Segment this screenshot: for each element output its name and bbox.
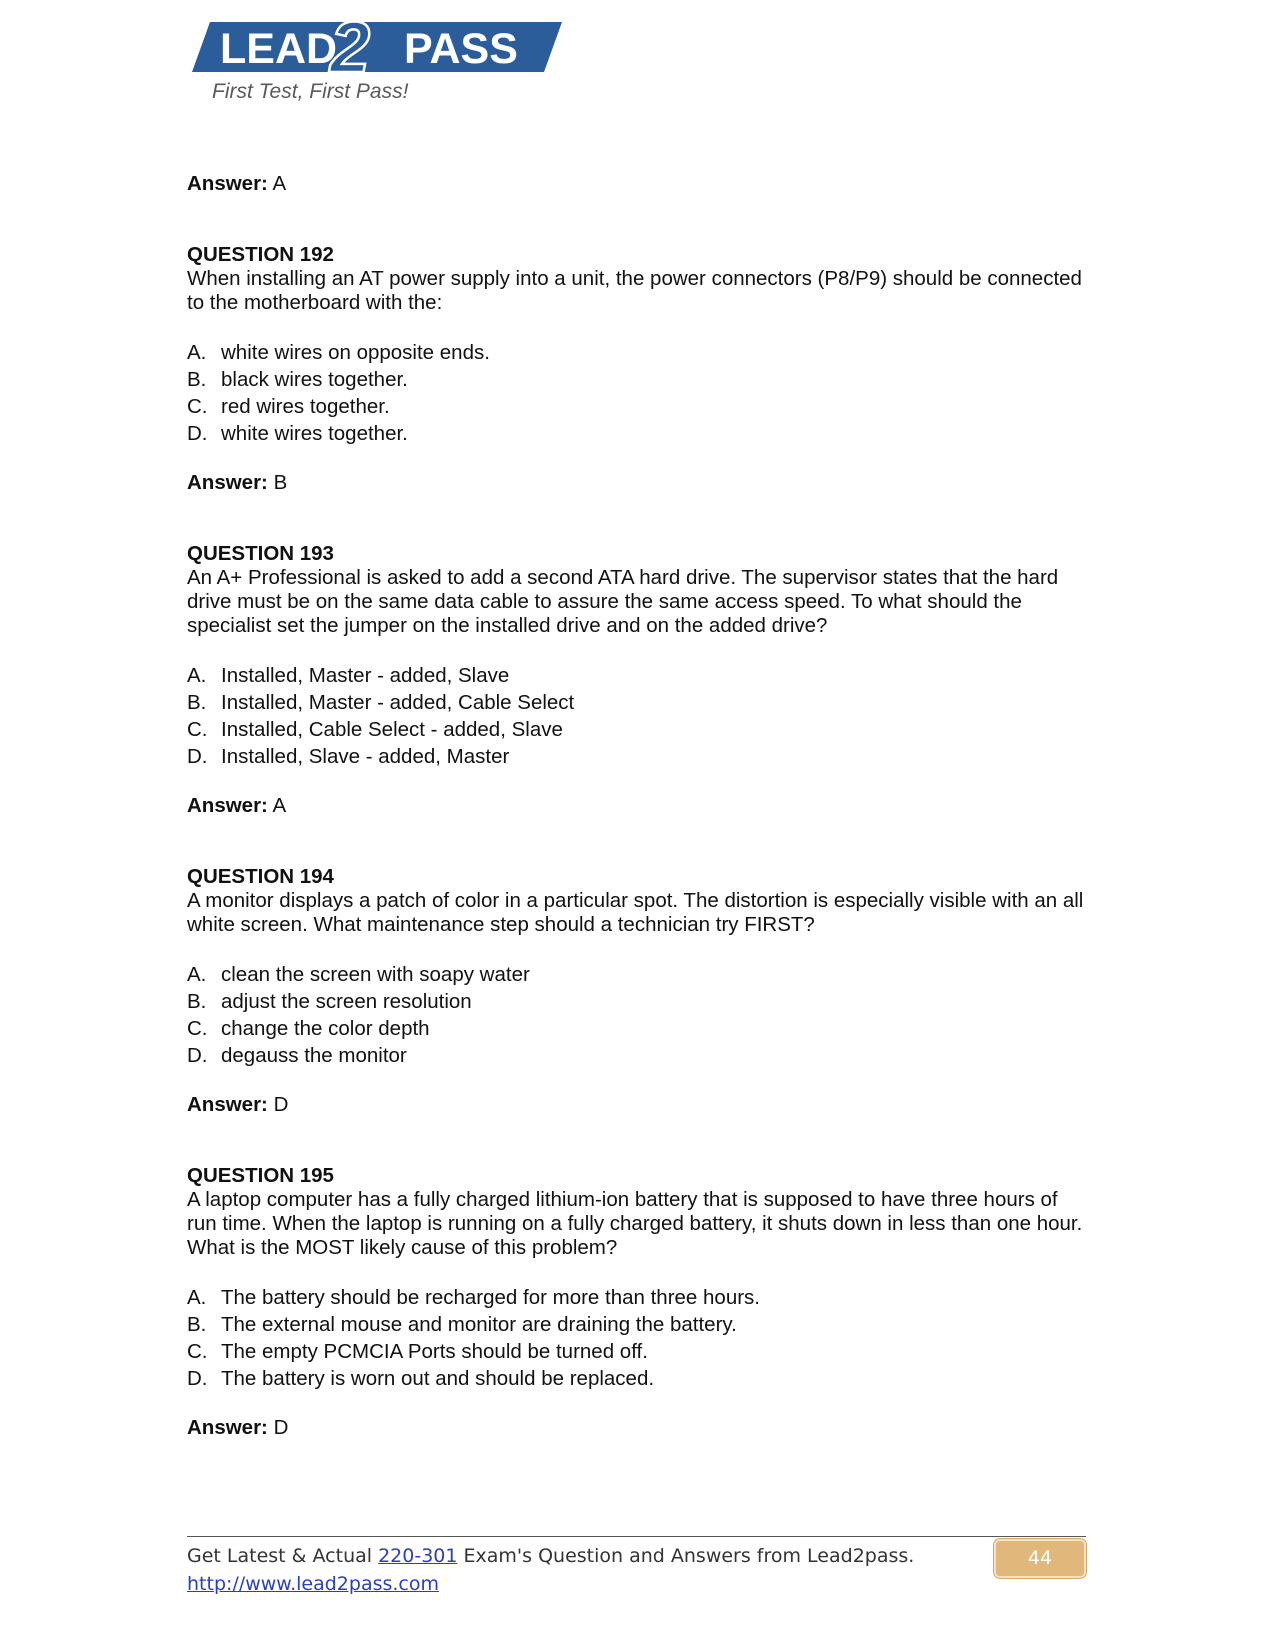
- option-letter: D.: [187, 422, 208, 445]
- answer-value: D: [273, 1416, 289, 1439]
- answer-label: Answer:: [187, 1093, 268, 1116]
- answer-value: A: [272, 172, 287, 195]
- page-number-badge: 44: [994, 1539, 1086, 1578]
- lead2pass-logo: [192, 6, 582, 106]
- option-letter: C.: [187, 1340, 208, 1363]
- option-letter: B.: [187, 691, 207, 714]
- page-footer: [187, 1542, 987, 1598]
- footer-divider: [187, 1536, 1086, 1537]
- option-list: [187, 339, 1087, 447]
- option-item: [187, 988, 1087, 1015]
- logo-tagline: First Test, First Pass!: [212, 80, 409, 103]
- answer-label: Answer:: [187, 794, 268, 817]
- option-letter: A.: [187, 963, 207, 986]
- footer-line: [187, 1542, 987, 1570]
- question-text: A monitor displays a patch of color in a particular spot. The distortion is especially visible with an all white screen. What maintenance step should a technician try FIRST?: [187, 889, 1084, 936]
- answer-label: Answer:: [187, 471, 268, 494]
- option-text: adjust the screen resolution: [221, 990, 472, 1013]
- question-title: QUESTION 195: [187, 1164, 334, 1187]
- option-item: [187, 1311, 1087, 1338]
- option-text: Installed, Slave - added, Master: [221, 745, 510, 768]
- option-text: The battery is worn out and should be replaced.: [221, 1367, 655, 1390]
- question-text: An A+ Professional is asked to add a second ATA hard drive. The supervisor states that the hard drive must be on the same data cable to assure the same access speed. To what should the specialist set the jumper on the installed drive and on the added drive?: [187, 566, 1059, 637]
- option-text: change the color depth: [221, 1017, 430, 1040]
- option-letter: C.: [187, 395, 208, 418]
- option-text: The external mouse and monitor are draining the battery.: [221, 1313, 737, 1336]
- question-title: QUESTION 194: [187, 865, 334, 888]
- option-text: degauss the monitor: [221, 1044, 407, 1067]
- question-194: [187, 865, 1087, 1117]
- page-content: [187, 172, 1087, 1440]
- option-letter: C.: [187, 1017, 208, 1040]
- option-text: Installed, Master - added, Cable Select: [221, 691, 575, 714]
- question-text: A laptop computer has a fully charged lithium-ion battery that is supposed to have three hours of run time. When the laptop is running on a fully charged battery, it shuts down in less than one hour. What is the MOST likely cause of this problem?: [187, 1188, 1083, 1259]
- option-item: [187, 420, 1087, 447]
- option-letter: B.: [187, 1313, 207, 1336]
- option-text: The battery should be recharged for more than three hours.: [221, 1286, 761, 1309]
- prev-answer: [187, 172, 1087, 196]
- option-text: white wires together.: [221, 422, 408, 445]
- answer-value: B: [273, 471, 288, 494]
- footer-prefix: Get Latest & Actual: [187, 1545, 379, 1567]
- question-title: QUESTION 193: [187, 542, 334, 565]
- logo-word-right: PASS: [404, 25, 518, 73]
- option-text: black wires together.: [221, 368, 408, 391]
- option-text: Installed, Cable Select - added, Slave: [221, 718, 563, 741]
- answer-value: A: [272, 794, 287, 817]
- option-list: [187, 662, 1087, 770]
- option-text: Installed, Master - added, Slave: [221, 664, 510, 687]
- footer-suffix: Exam's Question and Answers from Lead2pass.: [457, 1545, 915, 1567]
- option-letter: C.: [187, 718, 208, 741]
- question-195: [187, 1164, 1087, 1440]
- option-letter: B.: [187, 990, 207, 1013]
- option-item: [187, 1042, 1087, 1069]
- option-list: [187, 961, 1087, 1069]
- option-item: [187, 1365, 1087, 1392]
- question-answer: [187, 471, 1087, 495]
- question-answer: [187, 794, 1087, 818]
- exam-code-link[interactable]: 220-301: [378, 1545, 458, 1567]
- logo-graphic: [192, 6, 582, 106]
- option-item: [187, 393, 1087, 420]
- option-item: [187, 1015, 1087, 1042]
- option-letter: D.: [187, 745, 208, 768]
- answer-label: Answer:: [187, 172, 268, 195]
- question-193: [187, 542, 1087, 818]
- option-list: [187, 1284, 1087, 1392]
- option-letter: D.: [187, 1044, 208, 1067]
- option-text: white wires on opposite ends.: [221, 341, 490, 364]
- option-letter: A.: [187, 341, 207, 364]
- option-item: [187, 662, 1087, 689]
- option-item: [187, 743, 1087, 770]
- option-item: [187, 366, 1087, 393]
- question-192: [187, 243, 1087, 495]
- logo-digit: 2: [330, 8, 371, 88]
- option-item: [187, 961, 1087, 988]
- question-answer: [187, 1093, 1087, 1117]
- option-letter: A.: [187, 1286, 207, 1309]
- answer-label: Answer:: [187, 1416, 268, 1439]
- option-text: The empty PCMCIA Ports should be turned off.: [221, 1340, 648, 1363]
- logo-word-left: LEAD: [220, 25, 338, 73]
- option-item: [187, 339, 1087, 366]
- option-letter: B.: [187, 368, 207, 391]
- option-item: [187, 1284, 1087, 1311]
- question-text: When installing an AT power supply into a unit, the power connectors (P8/P9) should be connected to the motherboard with the:: [187, 267, 1082, 314]
- option-text: clean the screen with soapy water: [221, 963, 530, 986]
- option-letter: D.: [187, 1367, 208, 1390]
- option-item: [187, 689, 1087, 716]
- question-title: QUESTION 192: [187, 243, 334, 266]
- option-text: red wires together.: [221, 395, 390, 418]
- question-answer: [187, 1416, 1087, 1440]
- option-item: [187, 716, 1087, 743]
- answer-value: D: [273, 1093, 289, 1116]
- site-url-link[interactable]: http://www.lead2pass.com: [187, 1573, 440, 1595]
- option-letter: A.: [187, 664, 207, 687]
- option-item: [187, 1338, 1087, 1365]
